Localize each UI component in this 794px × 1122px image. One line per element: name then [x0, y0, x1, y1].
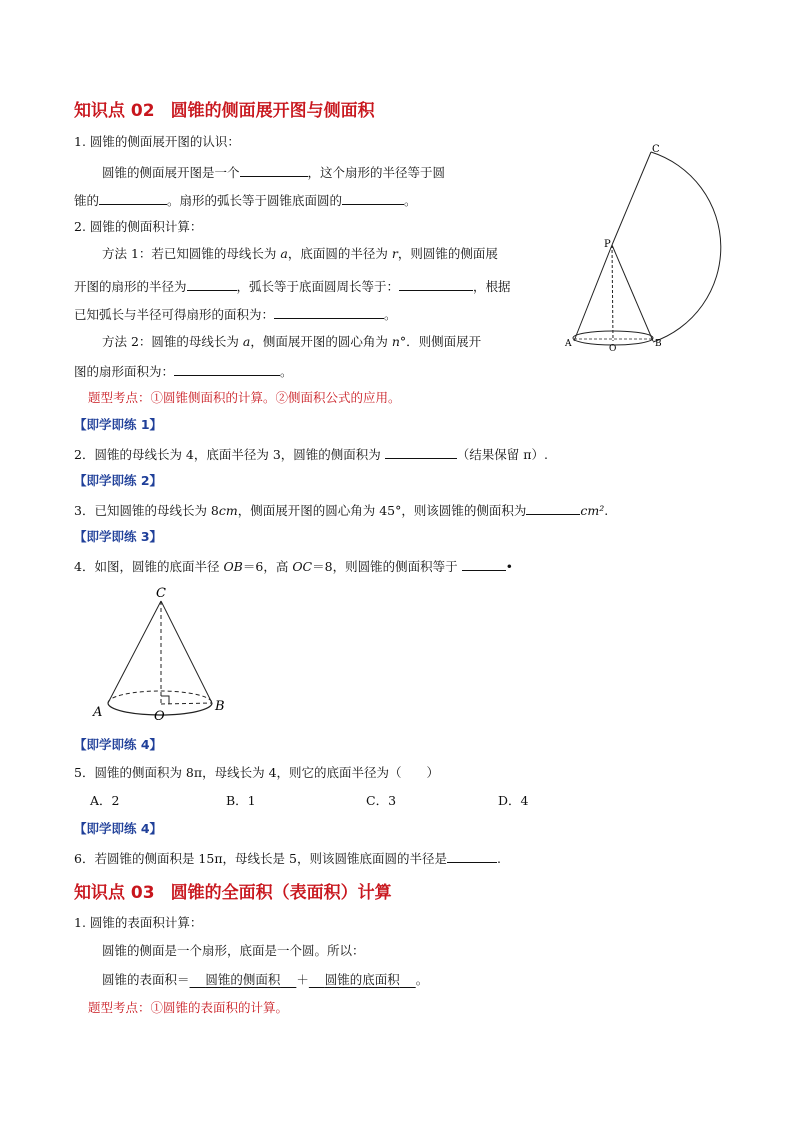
- right-angle-mark: [161, 696, 169, 704]
- text-line: 图的扇形面积为： 。: [74, 361, 293, 381]
- fill-blank[interactable]: [399, 276, 473, 291]
- answer-blank[interactable]: [447, 848, 497, 863]
- text-line: 方法 2：圆锥的母线长为 a，侧面展开图的圆心角为 n°．则侧面展开: [102, 334, 482, 349]
- text-line: 开图的扇形的半径为 ，弧长等于底面圆周长等于： ，根据: [74, 276, 511, 296]
- label-a: A: [565, 339, 572, 349]
- fill-blank[interactable]: [274, 304, 384, 319]
- cone-figure: [88, 582, 238, 722]
- text-line: 方法 1：若已知圆锥的母线长为 a，底面圆的半径为 r，则圆锥的侧面展: [102, 246, 498, 261]
- question-type-tip: 题型考点：①圆锥的表面积的计算。: [88, 1000, 289, 1015]
- fill-blank[interactable]: [342, 190, 404, 205]
- question-4: 4．如图，圆锥的底面半径 OB＝6，高 OC＝8，则圆锥的侧面积等于 •: [74, 556, 513, 576]
- option-c[interactable]: C．3: [366, 793, 397, 808]
- subheading-area: 2. 圆锥的侧面积计算：: [74, 219, 203, 234]
- label-a: A: [93, 705, 103, 720]
- base-ellipse: [573, 331, 653, 345]
- question-2: 2．圆锥的母线长为 4，底面半径为 3，圆锥的侧面积为 （结果保留 π）.: [74, 444, 548, 464]
- section-heading-02: [74, 96, 375, 121]
- practice-label-2: 【即学即练 2】: [74, 473, 163, 488]
- text-line: 锥的 。扇形的弧长等于圆锥底面圆的 。: [74, 190, 417, 210]
- height-line: [612, 245, 613, 341]
- section-title: 圆锥的侧面展开图与侧面积: [170, 101, 375, 121]
- fill-blank[interactable]: [187, 276, 237, 291]
- option-d[interactable]: D．4: [498, 793, 529, 808]
- label-o: O: [609, 344, 617, 354]
- fill-blank[interactable]: [240, 162, 308, 177]
- section-number: 知识点 03: [74, 883, 155, 903]
- surface-formula: 圆锥的表面积＝ 圆锥的侧面积 ＋ 圆锥的底面积 。: [102, 972, 429, 987]
- section-heading-03: [74, 878, 392, 903]
- base-ellipse-back: [108, 691, 212, 703]
- practice-label-5: 【即学即练 4】: [74, 821, 163, 836]
- label-o: O: [154, 709, 165, 722]
- practice-label-3: 【即学即练 3】: [74, 529, 163, 544]
- label-c: C: [652, 144, 660, 155]
- section-title: 圆锥的全面积（表面积）计算: [170, 883, 392, 903]
- text-line: 已知弧长与半径可得扇形的面积为： 。: [74, 304, 397, 324]
- slant-line-cb: [161, 601, 212, 703]
- practice-label-4: 【即学即练 4】: [74, 737, 163, 752]
- cone-unfold-figure: [560, 136, 730, 356]
- subheading-surface: 1. 圆锥的表面积计算：: [74, 915, 203, 930]
- question-6: 6．若圆锥的侧面积是 15π，母线长是 5，则该圆锥底面圆的半径是 .: [74, 848, 501, 868]
- option-b[interactable]: B．1: [226, 793, 256, 808]
- question-3: 3．已知圆锥的母线长为 8cm，侧面展开图的圆心角为 45°，则该圆锥的侧面积为 cm².: [74, 500, 608, 520]
- practice-label-1: 【即学即练 1】: [74, 417, 163, 432]
- text-line: 圆锥的侧面是一个扇形，底面是一个圆。所以：: [102, 943, 365, 958]
- fill-blank[interactable]: [99, 190, 167, 205]
- fill-blank[interactable]: [174, 361, 280, 376]
- question-5: 5．圆锥的侧面积为 8π，母线长为 4，则它的底面半径为（ ）: [74, 765, 440, 780]
- slant-line-pc: [612, 152, 651, 245]
- label-b: B: [655, 339, 662, 349]
- section-number: 知识点 02: [74, 101, 155, 121]
- slant-line-pa: [574, 245, 612, 341]
- subheading-unfold: 1. 圆锥的侧面展开图的认识：: [74, 134, 240, 149]
- answer-blank[interactable]: [385, 444, 457, 459]
- label-p: P: [604, 239, 611, 250]
- label-c: C: [156, 586, 166, 601]
- label-b: B: [215, 699, 225, 714]
- slant-line-ca: [108, 601, 161, 703]
- answer-blank[interactable]: [526, 500, 580, 515]
- option-a[interactable]: A．2: [90, 793, 120, 808]
- text-line: 圆锥的侧面展开图是一个 ，这个扇形的半径等于圆: [102, 162, 445, 182]
- question-type-tip: 题型考点：①圆锥侧面积的计算。②侧面积公式的应用。: [88, 390, 401, 405]
- sector-arc: [651, 152, 721, 342]
- answer-blank[interactable]: [462, 556, 506, 571]
- slant-line-pb: [612, 245, 653, 341]
